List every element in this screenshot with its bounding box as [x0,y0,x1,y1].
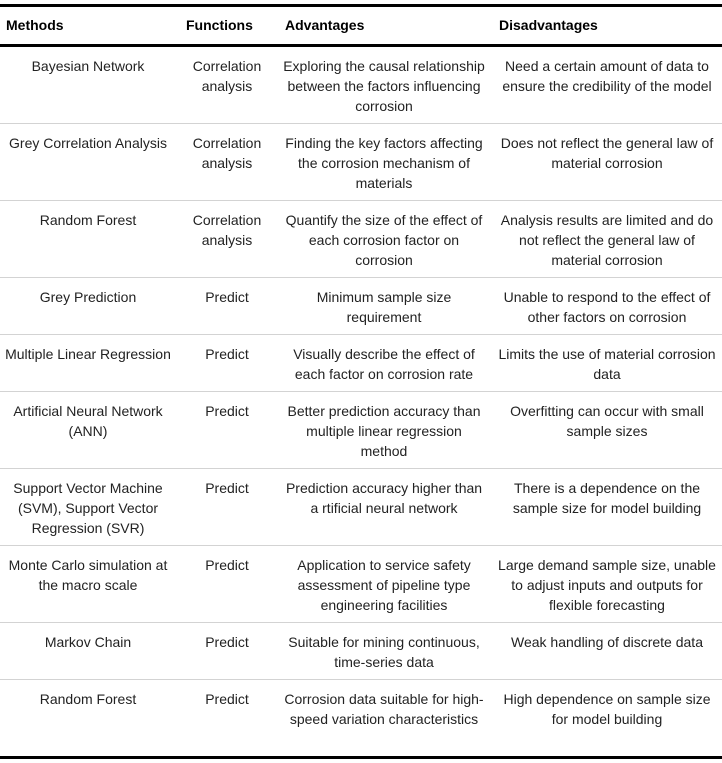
cell-function: Predict [205,346,249,362]
cell-advantage: Quantify the size of the effect of each corrosion factor on corrosion [285,212,483,268]
cell-advantage: Visually describe the effect of each factor on corrosion rate [293,346,475,382]
cell-method: Monte Carlo simulation at the macro scale [8,557,168,593]
table-row [0,680,722,756]
cell-disadvantage: Large demand sample size, unable to adjust inputs and outputs for flexible forecasting [498,557,716,613]
cell-method: Multiple Linear Regression [5,346,171,362]
cell-function: Predict [205,403,249,419]
cell-method: Artificial Neural Network (ANN) [13,403,163,439]
cell-method: Bayesian Network [31,58,145,74]
cell-disadvantage: Overfitting can occur with small sample sizes [510,403,704,439]
header-functions: Functions [186,17,253,33]
cell-advantage: Suitable for mining continuous, time-series data [288,634,480,670]
header-disadvantages: Disadvantages [499,17,598,33]
cell-advantage: Prediction accuracy higher than a rtificial neural network [285,480,483,516]
table-row [0,124,722,201]
table-row [0,469,722,546]
table-row [0,546,722,623]
cell-disadvantage: Does not reflect the general law of material corrosion [500,135,714,171]
cell-disadvantage: High dependence on sample size for model building [503,691,711,727]
cell-method: Support Vector Machine (SVM), Support Vector Regression (SVR) [13,480,163,536]
cell-disadvantage: Need a certain amount of data to ensure the credibility of the model [502,58,712,94]
cell-function: Correlation analysis [192,58,262,94]
header-advantages: Advantages [285,17,365,33]
cell-method: Grey Correlation Analysis [9,135,167,151]
cell-disadvantage: Unable to respond to the effect of other factors on corrosion [503,289,711,325]
cell-function: Correlation analysis [192,212,262,248]
cell-function: Predict [205,557,249,573]
cell-method: Markov Chain [44,634,132,650]
cell-disadvantage: There is a dependence on the sample size for model building [512,480,702,516]
cell-disadvantage: Analysis results are limited and do not reflect the general law of material corrosion [500,212,714,268]
table-header [0,7,722,44]
cell-function: Correlation analysis [192,135,262,171]
table-row [0,623,722,680]
cell-disadvantage: Limits the use of material corrosion data [498,346,716,382]
cell-method: Random Forest [39,212,137,228]
cell-function: Predict [205,691,249,707]
cell-method: Grey Prediction [39,289,137,305]
cell-function: Predict [205,634,249,650]
table-body [0,47,722,756]
cell-disadvantage: Weak handling of discrete data [511,634,703,650]
table-bottom-rule [0,756,722,759]
cell-function: Predict [205,289,249,305]
header-methods: Methods [6,17,64,33]
table-row [0,278,722,335]
cell-advantage: Minimum sample size requirement [316,289,452,325]
table-row [0,201,722,278]
cell-advantage: Exploring the causal relationship between the factors influencing corrosion [283,58,485,114]
cell-advantage: Better prediction accuracy than multiple linear regression method [287,403,481,459]
cell-function: Predict [205,480,249,496]
table-row [0,335,722,392]
table-row [0,47,722,124]
table-row [0,392,722,469]
cell-advantage: Finding the key factors affecting the corrosion mechanism of materials [285,135,483,191]
cell-advantage: Corrosion data suitable for high-speed variation characteristics [284,691,484,727]
cell-advantage: Application to service safety assessment of pipeline type engineering facilities [297,557,471,613]
cell-method: Random Forest [39,691,137,707]
